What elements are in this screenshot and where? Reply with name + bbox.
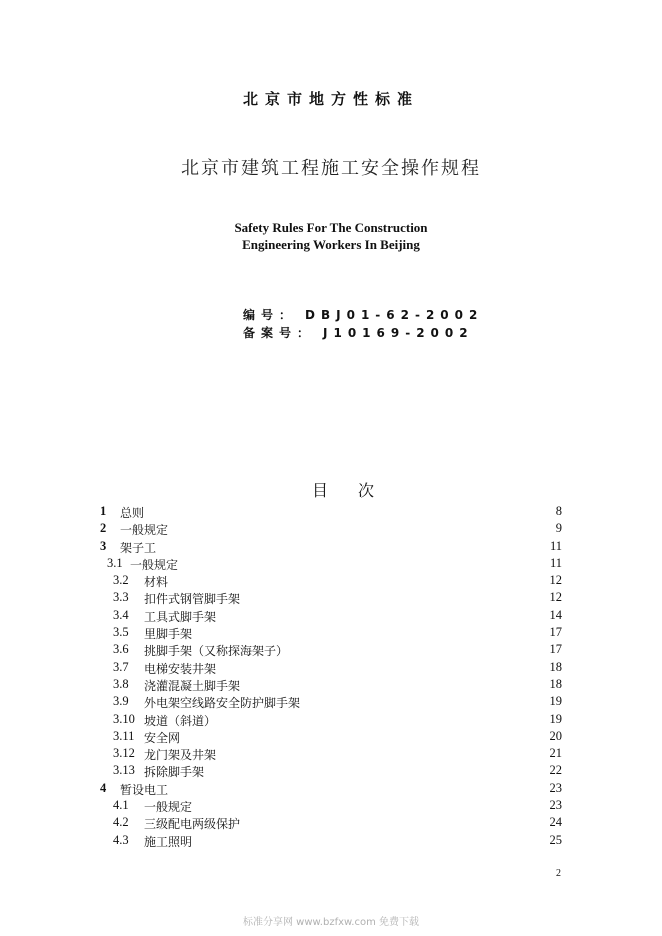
toc-entry-title: 拆除脚手架 [144,765,205,780]
toc-entry-number: 3.12 [113,746,135,761]
toc-entry [0,712,662,729]
table-of-contents [0,504,662,850]
record-number [243,324,474,341]
toc-entry [0,677,662,694]
toc-entry-title: 里脚手架 [144,627,193,642]
toc-entry [0,746,662,763]
record-number-value: J10169-2002 [323,326,474,340]
toc-entry-title: 材料 [144,575,169,590]
toc-entry-number: 3.9 [113,694,129,709]
toc-entry-number: 3.2 [113,573,129,588]
standard-code [243,306,483,323]
toc-entry-number: 3.3 [113,590,129,605]
toc-entry-title: 施工照明 [144,834,193,849]
toc-entry [0,781,662,798]
toc-entry-title: 一般规定 [130,557,179,572]
toc-entry-page: 12 [549,590,562,605]
toc-entry [0,539,662,556]
toc-entry-title: 安全网 [144,730,181,745]
toc-entry-page: 17 [549,625,562,640]
toc-entry-page: 24 [549,815,562,830]
toc-entry-number: 4.3 [113,832,129,847]
toc-entry [0,815,662,832]
toc-entry-number: 3.10 [113,711,135,726]
toc-entry [0,556,662,573]
toc-entry-page: 19 [549,694,562,709]
standard-label: 北京市地方性标准 [242,90,419,108]
standard-code-label: 编号： [243,308,298,322]
toc-entry [0,798,662,815]
toc-entry-page: 11 [549,538,562,553]
toc-entry [0,521,662,538]
toc-entry-title: 一般规定 [120,523,169,538]
toc-entry-page: 11 [549,555,562,570]
toc-entry-page: 22 [549,763,562,778]
toc-entry-number: 3 [100,538,107,553]
toc-entry-title: 总则 [120,506,145,520]
document-title-english [0,219,662,253]
document-title-chinese: 北京市建筑工程施工安全操作规程 [181,158,481,179]
toc-entry-page: 25 [549,832,562,847]
toc-entry-title: 外电架空线路安全防护脚手架 [144,696,301,711]
toc-entry [0,642,662,659]
toc-entry-title: 架子工 [120,540,157,555]
toc-entry-number: 3.7 [113,659,129,674]
toc-entry-number: 4.1 [113,798,129,813]
toc-entry-page: 18 [549,659,562,674]
toc-entry-number: 3.4 [113,607,129,622]
toc-entry [0,694,662,711]
toc-entry [0,660,662,677]
toc-entry-number: 3.5 [113,625,129,640]
toc-entry-page: 9 [555,521,562,536]
toc-entry-page: 23 [549,780,562,795]
toc-entry-page: 12 [549,573,562,588]
toc-entry-title: 电梯安装井架 [144,661,217,676]
toc-entry-page: 17 [549,642,562,657]
toc-heading: 目次 [312,481,405,500]
toc-entry-page: 23 [549,798,562,813]
toc-entry-page: 21 [549,746,562,761]
title-en-line-2: Engineering Workers In Beijing [242,237,420,252]
toc-entry [0,625,662,642]
toc-entry-number: 3.8 [113,676,129,691]
toc-entry-title: 三级配电两级保护 [144,817,241,832]
toc-entry-title: 工具式脚手架 [144,609,217,624]
toc-entry-number: 3.13 [113,763,135,778]
toc-entry [0,763,662,780]
toc-entry-page: 19 [549,711,562,726]
toc-entry-number: 2 [100,521,107,536]
toc-entry-page: 20 [549,728,562,743]
toc-entry-page: 18 [549,676,562,691]
toc-entry-title: 一般规定 [144,800,193,815]
toc-entry-number: 3.6 [113,642,129,657]
standard-code-value: DBJ01-62-2002 [305,308,484,322]
toc-entry [0,833,662,850]
record-number-label: 备案号： [243,326,316,340]
title-en-line-1: Safety Rules For The Construction [234,220,428,235]
toc-entry-number: 4.2 [113,815,129,830]
toc-entry-title: 坡道（斜道） [144,713,217,728]
page-number: 2 [556,868,561,879]
toc-entry-number: 3.11 [113,728,135,743]
toc-entry-title: 挑脚手架（又称探海架子） [144,644,289,659]
toc-entry-number: 1 [100,504,107,518]
toc-entry-title: 扣件式钢管脚手架 [144,592,241,607]
toc-entry [0,590,662,607]
toc-entry-title: 浇灌混凝土脚手架 [144,678,241,693]
watermark-text: 标准分享网 www.bzfxw.com 免费下载 [243,917,419,928]
toc-entry [0,504,662,521]
toc-entry-number: 4 [100,780,107,795]
toc-entry-number: 3.1 [107,555,123,570]
toc-entry [0,729,662,746]
toc-entry-title: 龙门架及井架 [144,748,217,763]
toc-entry [0,608,662,625]
toc-entry [0,573,662,590]
toc-entry-title: 暂设电工 [120,782,169,797]
toc-entry-page: 8 [555,504,562,518]
toc-entry-page: 14 [549,607,562,622]
